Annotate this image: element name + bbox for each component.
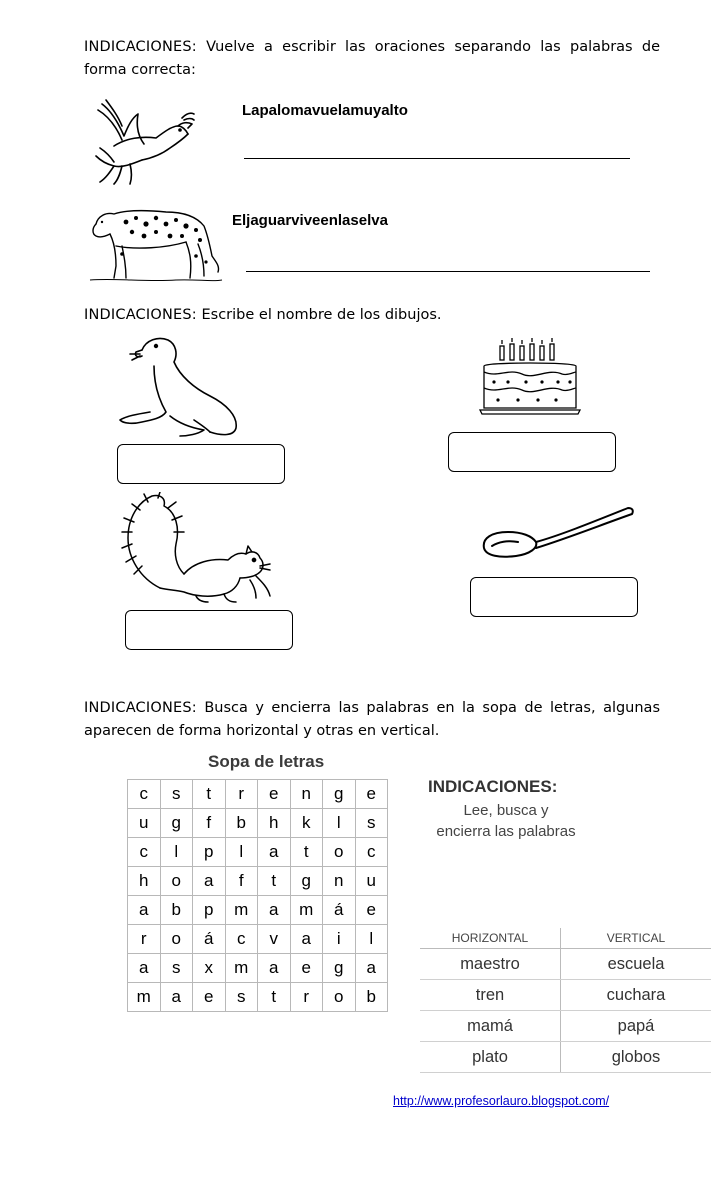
grid-cell[interactable]: e xyxy=(290,954,323,983)
grid-cell[interactable]: u xyxy=(128,809,161,838)
grid-cell[interactable]: l xyxy=(323,809,356,838)
grid-cell[interactable]: r xyxy=(128,925,161,954)
squirrel-icon xyxy=(120,492,290,608)
word-list-header-vertical: VERTICAL xyxy=(561,928,712,949)
dove-icon xyxy=(92,96,197,186)
grid-cell[interactable]: l xyxy=(160,838,193,867)
grid-cell[interactable]: t xyxy=(258,867,291,896)
spoon-icon xyxy=(478,504,636,570)
sentence-1: Lapalomavuelamuyalto xyxy=(242,102,408,119)
instruction-1-text: Vuelve a escribir las oraciones separando las palabras de forma correcta: xyxy=(84,39,661,78)
cake-icon xyxy=(478,338,582,416)
word-list-table xyxy=(420,928,711,1073)
grid-cell[interactable]: c xyxy=(128,838,161,867)
grid-cell[interactable]: o xyxy=(160,925,193,954)
grid-cell[interactable]: t xyxy=(290,838,323,867)
word-list-row xyxy=(420,949,711,980)
grid-cell[interactable]: á xyxy=(193,925,226,954)
grid-row xyxy=(128,838,388,867)
grid-cell[interactable]: m xyxy=(225,954,258,983)
word-list-row xyxy=(420,1011,711,1042)
grid-cell[interactable]: e xyxy=(258,780,291,809)
grid-row xyxy=(128,809,388,838)
seal-icon xyxy=(118,332,244,440)
instruction-2 xyxy=(84,304,660,327)
grid-row xyxy=(128,954,388,983)
grid-cell[interactable]: t xyxy=(258,983,291,1012)
grid-row xyxy=(128,896,388,925)
grid-cell[interactable]: a xyxy=(355,954,388,983)
grid-cell[interactable]: a xyxy=(258,838,291,867)
instruction-2-lead: INDICACIONES: xyxy=(84,307,197,323)
grid-cell[interactable]: r xyxy=(225,780,258,809)
grid-cell[interactable]: a xyxy=(128,896,161,925)
grid-cell[interactable]: g xyxy=(323,954,356,983)
grid-cell[interactable]: a xyxy=(258,896,291,925)
grid-cell[interactable]: c xyxy=(355,838,388,867)
grid-cell[interactable]: x xyxy=(193,954,226,983)
word-list-header-horizontal: HORIZONTAL xyxy=(420,928,561,949)
grid-row xyxy=(128,780,388,809)
grid-cell[interactable]: a xyxy=(258,954,291,983)
answer-line-2[interactable] xyxy=(246,271,650,272)
grid-cell[interactable]: e xyxy=(355,780,388,809)
answer-box-seal[interactable] xyxy=(117,444,285,484)
word-list-row xyxy=(420,1042,711,1073)
grid-cell[interactable]: f xyxy=(225,867,258,896)
grid-cell[interactable]: a xyxy=(160,983,193,1012)
grid-cell[interactable]: f xyxy=(193,809,226,838)
grid-row xyxy=(128,983,388,1012)
grid-cell[interactable]: e xyxy=(355,896,388,925)
grid-cell[interactable]: p xyxy=(193,896,226,925)
grid-cell[interactable]: a xyxy=(193,867,226,896)
instruction-3 xyxy=(84,697,660,743)
grid-cell[interactable]: o xyxy=(323,983,356,1012)
grid-cell[interactable]: s xyxy=(160,954,193,983)
word-horizontal: plato xyxy=(420,1042,561,1073)
grid-cell[interactable]: c xyxy=(128,780,161,809)
word-horizontal: mamá xyxy=(420,1011,561,1042)
jaguar-icon xyxy=(86,196,226,286)
word-horizontal: tren xyxy=(420,980,561,1011)
grid-cell[interactable]: á xyxy=(323,896,356,925)
grid-cell[interactable]: k xyxy=(290,809,323,838)
grid-cell[interactable]: o xyxy=(160,867,193,896)
side-instruction-title: INDICACIONES: xyxy=(428,777,558,796)
grid-cell[interactable]: a xyxy=(290,925,323,954)
grid-cell[interactable]: m xyxy=(225,896,258,925)
grid-cell[interactable]: h xyxy=(258,809,291,838)
grid-cell[interactable]: t xyxy=(193,780,226,809)
word-search-grid[interactable] xyxy=(127,779,388,1012)
puzzle-title: Sopa de letras xyxy=(208,752,325,771)
instruction-2-text: Escribe el nombre de los dibujos. xyxy=(201,307,442,323)
word-vertical: papá xyxy=(561,1011,712,1042)
grid-cell[interactable]: s xyxy=(225,983,258,1012)
grid-cell[interactable]: u xyxy=(355,867,388,896)
grid-cell[interactable]: b xyxy=(225,809,258,838)
grid-cell[interactable]: p xyxy=(193,838,226,867)
grid-cell[interactable]: b xyxy=(355,983,388,1012)
answer-box-cake[interactable] xyxy=(448,432,616,472)
answer-line-1[interactable] xyxy=(244,158,630,159)
grid-cell[interactable]: c xyxy=(225,925,258,954)
grid-cell[interactable]: m xyxy=(128,983,161,1012)
word-vertical: cuchara xyxy=(561,980,712,1011)
side-instruction-body: Lee, busca y encierra las palabras xyxy=(436,802,576,840)
grid-cell[interactable]: g xyxy=(160,809,193,838)
grid-cell[interactable]: n xyxy=(290,780,323,809)
grid-cell[interactable]: b xyxy=(160,896,193,925)
instruction-1 xyxy=(84,36,660,82)
word-vertical: globos xyxy=(561,1042,712,1073)
grid-row xyxy=(128,867,388,896)
word-vertical: escuela xyxy=(561,949,712,980)
grid-cell[interactable]: s xyxy=(160,780,193,809)
instruction-3-lead: INDICACIONES: xyxy=(84,700,197,716)
instruction-1-lead: INDICACIONES: xyxy=(84,39,197,55)
grid-cell[interactable]: m xyxy=(290,896,323,925)
grid-cell[interactable]: a xyxy=(128,954,161,983)
grid-cell[interactable]: h xyxy=(128,867,161,896)
grid-cell[interactable]: n xyxy=(323,867,356,896)
grid-row xyxy=(128,925,388,954)
grid-cell[interactable]: e xyxy=(193,983,226,1012)
word-horizontal: maestro xyxy=(420,949,561,980)
answer-box-squirrel[interactable] xyxy=(125,610,293,650)
sentence-2: Eljaguarviveenlaselva xyxy=(232,212,388,229)
grid-cell[interactable]: g xyxy=(323,780,356,809)
footer-link[interactable]: http://www.profesorlauro.blogspot.com/ xyxy=(393,1094,610,1108)
grid-cell[interactable]: g xyxy=(290,867,323,896)
grid-cell[interactable]: o xyxy=(323,838,356,867)
grid-cell[interactable]: s xyxy=(355,809,388,838)
grid-cell[interactable]: l xyxy=(225,838,258,867)
instruction-3-text: Busca y encierra las palabras en la sopa de letras, algunas aparecen de forma horizontal y otras en vertical. xyxy=(84,700,661,739)
grid-cell[interactable]: r xyxy=(290,983,323,1012)
grid-cell[interactable]: l xyxy=(355,925,388,954)
grid-cell[interactable]: i xyxy=(323,925,356,954)
word-list-row xyxy=(420,980,711,1011)
grid-cell[interactable]: v xyxy=(258,925,291,954)
answer-box-spoon[interactable] xyxy=(470,577,638,617)
